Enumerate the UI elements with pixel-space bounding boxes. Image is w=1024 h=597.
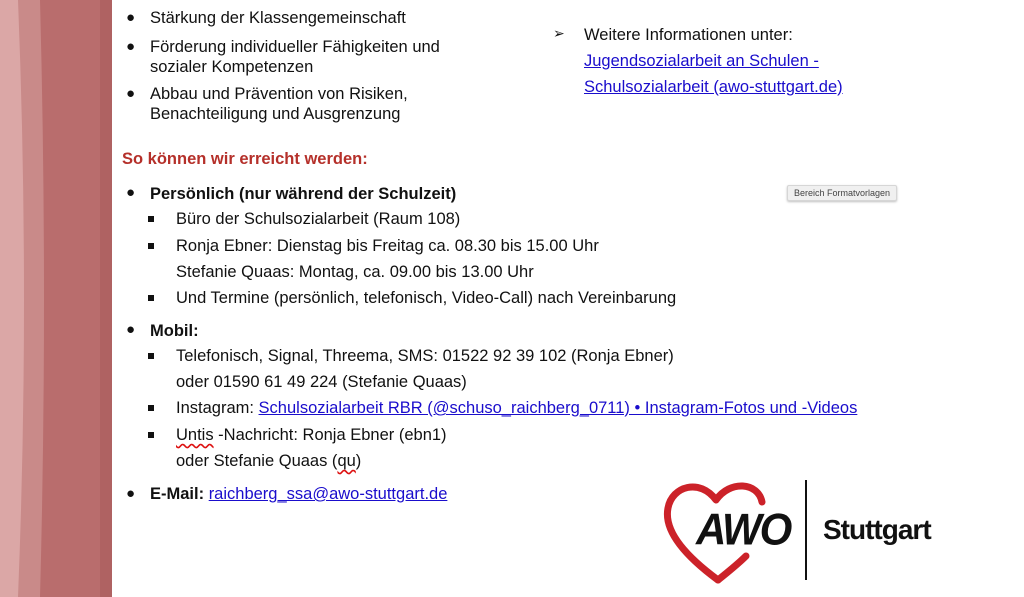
instagram-link[interactable]: Schulsozialarbeit RBR (@schuso_raichberg_0711) • Instagram-Fotos und -Videos xyxy=(258,399,858,417)
awo-logo xyxy=(658,476,938,584)
goal-3-line2: Benachteiligung und Ausgrenzung xyxy=(150,105,401,123)
side-band-graphic xyxy=(0,0,112,597)
untis2-suffix: ) xyxy=(355,452,362,470)
goal-2-line1: Förderung individueller Fähigkeiten und xyxy=(150,38,440,56)
document-page xyxy=(112,0,1024,597)
square-bullet xyxy=(148,243,154,249)
instagram-label: Instagram: xyxy=(176,399,254,417)
personal-hours-stefanie: Stefanie Quaas: Montag, ca. 09.00 bis 13.00 Uhr xyxy=(176,263,534,281)
email-row xyxy=(150,484,447,504)
arrow-bullet-icon: ➢ xyxy=(553,25,565,41)
goal-1: Stärkung der Klassengemeinschaft xyxy=(150,9,406,27)
goal-3-line1: Abbau und Prävention von Risiken, xyxy=(150,85,408,103)
style-area-tooltip: Bereich Formatvorlagen xyxy=(787,185,897,201)
mobile-phone-stefanie: oder 01590 61 49 224 (Stefanie Quaas) xyxy=(176,373,467,391)
square-bullet xyxy=(148,353,154,359)
untis-rest: -Nachricht: Ronja Ebner (ebn1) xyxy=(213,426,447,444)
square-bullet xyxy=(148,405,154,411)
info-link-line2[interactable]: Schulsozialarbeit (awo-stuttgart.de) xyxy=(584,78,843,96)
contact-heading: So können wir erreicht werden: xyxy=(122,150,368,168)
goal-2-line2: sozialer Kompetenzen xyxy=(150,58,314,76)
square-bullet xyxy=(148,216,154,222)
personal-hours-ronja: Ronja Ebner: Dienstag bis Freitag ca. 08.30 bis 15.00 Uhr xyxy=(176,237,599,255)
untis2-code: qu xyxy=(337,452,356,470)
info-label: Weitere Informationen unter: xyxy=(584,26,793,44)
bullet-dot: ● xyxy=(126,321,136,338)
personal-office: Büro der Schulsozialarbeit (Raum 108) xyxy=(176,210,461,228)
bullet-dot: ● xyxy=(126,184,136,201)
instagram-row xyxy=(176,398,857,418)
awo-brand-text: AWO xyxy=(696,504,791,555)
mobile-heading: Mobil: xyxy=(150,322,199,340)
personal-appointments: Und Termine (persönlich, telefonisch, Video-Call) nach Vereinbarung xyxy=(176,289,677,307)
info-link-line1[interactable]: Jugendsozialarbeit an Schulen - xyxy=(584,52,819,70)
untis-word: Untis xyxy=(176,426,214,444)
square-bullet xyxy=(148,432,154,438)
untis-row-2 xyxy=(176,451,361,471)
logo-divider xyxy=(805,480,807,580)
email-label: E-Mail: xyxy=(150,485,205,503)
bullet-dot: ● xyxy=(126,485,136,502)
mobile-phone-ronja: Telefonisch, Signal, Threema, SMS: 01522 92 39 102 (Ronja Ebner) xyxy=(176,347,674,365)
untis2-prefix: oder Stefanie Quaas ( xyxy=(176,452,338,470)
awo-city-text: Stuttgart xyxy=(823,514,931,545)
bullet-dot: ● xyxy=(126,85,136,102)
square-bullet xyxy=(148,295,154,301)
personal-heading: Persönlich (nur während der Schulzeit) xyxy=(150,185,457,203)
decorative-side-band xyxy=(0,0,112,597)
untis-row xyxy=(176,425,447,445)
bullet-dot: ● xyxy=(126,9,136,26)
email-link[interactable]: raichberg_ssa@awo-stuttgart.de xyxy=(208,485,448,503)
bullet-dot: ● xyxy=(126,38,136,55)
